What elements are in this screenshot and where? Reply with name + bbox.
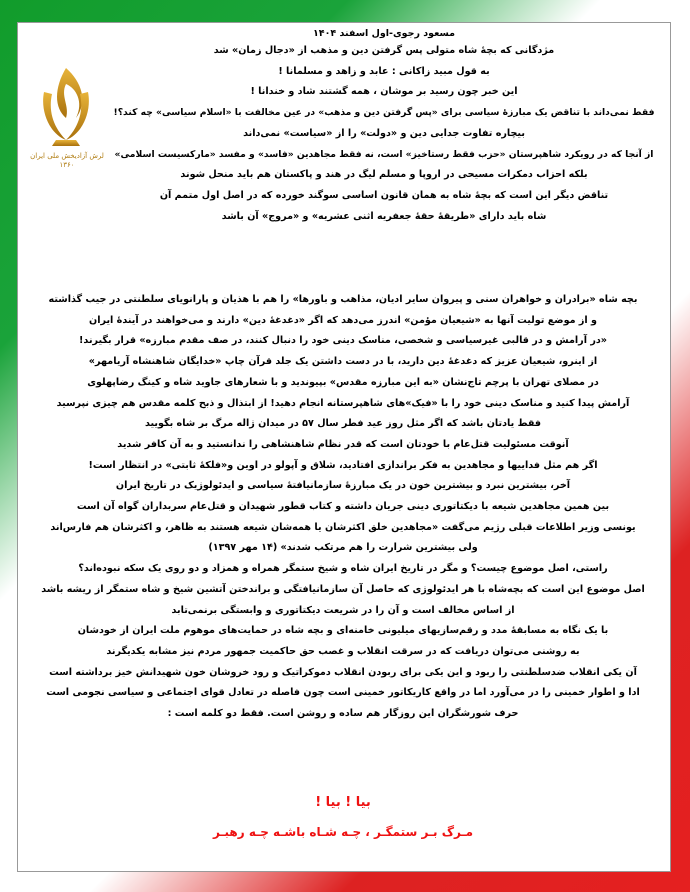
text-line: ادا و اطوار خمینی را در می‌آورد اما در واقع کاریکاتور خمینی است چون فاصله در تعادل قوای اجتماعی و سیاسی نجومی است [46,687,640,699]
text-line: «در آرامش و در قالبی غیرسیاسی و شخصی، مناسک دینی خود را دنبال کنند، در صف مقدم مبارزه» قرار بگیرند! [79,335,607,347]
closing-slogan-1: بیا ! بیا ! [315,795,371,810]
logo-caption-line2: ۱۳۶۰ [59,161,75,169]
closing-slogan-2: مـرگ بـر ستمگـر ، چـه شـاه باشـه چـه رهبـر [212,825,474,839]
text-line: و از موضع تولیت آنها به «شیعیان مؤمن» اندرز می‌دهد که اگر «دغدغهٔ دین» دارند و می‌خواهند در آیندهٔ ایران [89,314,597,326]
text-line: از اینرو، شیعیان عزیز که دغدغهٔ دین دارید، با در دست داشتن یک جلد قرآن چاپ «خدایگان شاهنشاه آریامهر» [88,356,598,368]
text-line: شاه باید دارای «طریقهٔ حقهٔ جعفریه اثنی عشریه» و «مروج» آن باشد [221,210,547,222]
text-line: فقط نمی‌داند با تناقض یک مبارزهٔ سیاسی برای «پس گرفتن دین و مذهب» در عین مخالفت با «اسلام سیاسی» چه کند؟! [113,107,655,119]
logo-caption-line1: لرش آزادیخش ملی ایران [30,152,104,160]
text-line: بین همین مجاهدین شیعه با دیکتاتوری دینی جریان داشته و کتاب قطور شهیدان و قتل‌عام سربداران گواه آن است [76,501,610,513]
text-line: آنوقت مسئولیت قتل‌عام با خودتان است که قدر نظام شاهنشاهی را ندانستید و به آن کافر شدید [117,438,569,450]
text-line: آن یکی انقلاب ضدسلطنتی را ربود و این یکی برای ربودن انقلاب دموکراتیک و رود خروشان خون شهیدانش خیز برداشته است [49,666,637,678]
article-main [30,290,656,725]
text-line: این خبر چون رسید بر موشان ، همه گشتند شاد و خندانا ! [250,86,518,98]
text-line: تناقض دیگر این است که بچهٔ شاه به همان قانون اساسی سوگند خورده که در اصل اول متمم آن [159,189,609,201]
text-line: مژدگانی که بچهٔ شاه متولی پس گرفتن دین و مذهب از «دجال زمان» شد [213,45,555,56]
text-line: اصل موضوع این است که بچه‌شاه با هر ایدئولوژی که حاصل آن سازمانیافتگی و براندختن آتشین شیخ و شاه ستمگر از ریشه باشد [41,583,645,595]
article-top [112,26,656,227]
text-line: با یک نگاه به مسابقهٔ مدد و رقم‌سازیهای میلیونی خامنه‌ای و بچه شاه در حمایت‌های موهوم ملت ایران از خودشان [77,625,609,637]
text-line: به قول مبید زاکانی : عابد و زاهد و مسلمانا ! [278,65,490,77]
text-line: آخر، بیشترین نبرد و بیشترین خون در یک مبارزهٔ سازمانیافتهٔ سیاسی و ایدئولوژیک در تاریخ ایران [115,480,571,492]
text-line: حرف شورشگران این روزگار هم ساده و روشن است. فقط دو کلمه است : [167,708,519,720]
wheat-flame-emblem-icon [30,62,102,150]
text-line: اگر هم مثل فداییها و مجاهدین به فکر براندازی افتادید، شلاق و آپولو در اوین و«فلکهٔ ثابتی» در انتظار است! [88,459,598,471]
text-line: فقط یادتان باشد که اگر مثل روز عید فطر سال ۵۷ در میدان ژاله مرگ بر شاه بگویید [144,418,542,430]
text-line: از آنجا که در رویکرد شاهپرستان «حزب فقط رستاخیز» است، نه فقط مجاهدین «فاسد» و مفسد «مارکسیست اسلامی» [114,148,654,160]
text-line: به روشنی می‌توان دریافت که در سرقت انقلاب و غصب حق حاکمیت جمهور مردم نیز مشابه یکدیگرند [106,645,580,657]
text-line: بیچاره تفاوت جدایی دین و «دولت» را از «سیاست» نمی‌داند [243,127,525,139]
text-line: آرامش پیدا کنید و مناسک دینی خود را با «فیک»های شاهپرستانه انجام دهید! از ابتذال و ذبح کلمه مقدس هم چیزی نپرسید [56,397,630,409]
text-line: یونسی وزیر اطلاعات قبلی رژیم می‌گفت «مجاهدین خلق اکثرشان یا همه‌شان شیعه هستند به ظاهر، و اکثرشان هم فارس‌اند [50,521,636,533]
text-line: بچه شاه «برادران و خواهران سنی و پیروان سایر ادیان، مذاهب و باورها» را هم با هذیان و پارانویای سلطنتی در جیب گذاشته [48,294,638,305]
text-line: از اساس مخالف است و آن را در شریعت دیکتاتوری و وابستگی برنمی‌تابد [171,604,515,616]
text-line: ولی بیشترین شرارت را هم مرتکب شدند» (۱۴ مهر ۱۳۹۷) [208,542,478,554]
author-date-line: مسعود رجوی-اول اسفند ۱۴۰۴ [313,28,455,39]
text-line: راستی، اصل موضوع چیست؟ و مگر در تاریخ ایران شاه و شیخ ستمگر همراه و همزاد و دو روی یک سکه نبوده‌اند؟ [78,563,608,575]
text-line: در مصلای تهران با پرچم تاج‌نشان «به این مبارزه مقدس» بپیوندید و با شعارهای جاوید شاه و کینگ رضاپهلوی [87,376,599,388]
text-line: بلکه احزاب دمکرات مسیحی در اروپا و مسلم لیگ در هند و پاکستان هم باید منحل شوند [180,169,588,181]
